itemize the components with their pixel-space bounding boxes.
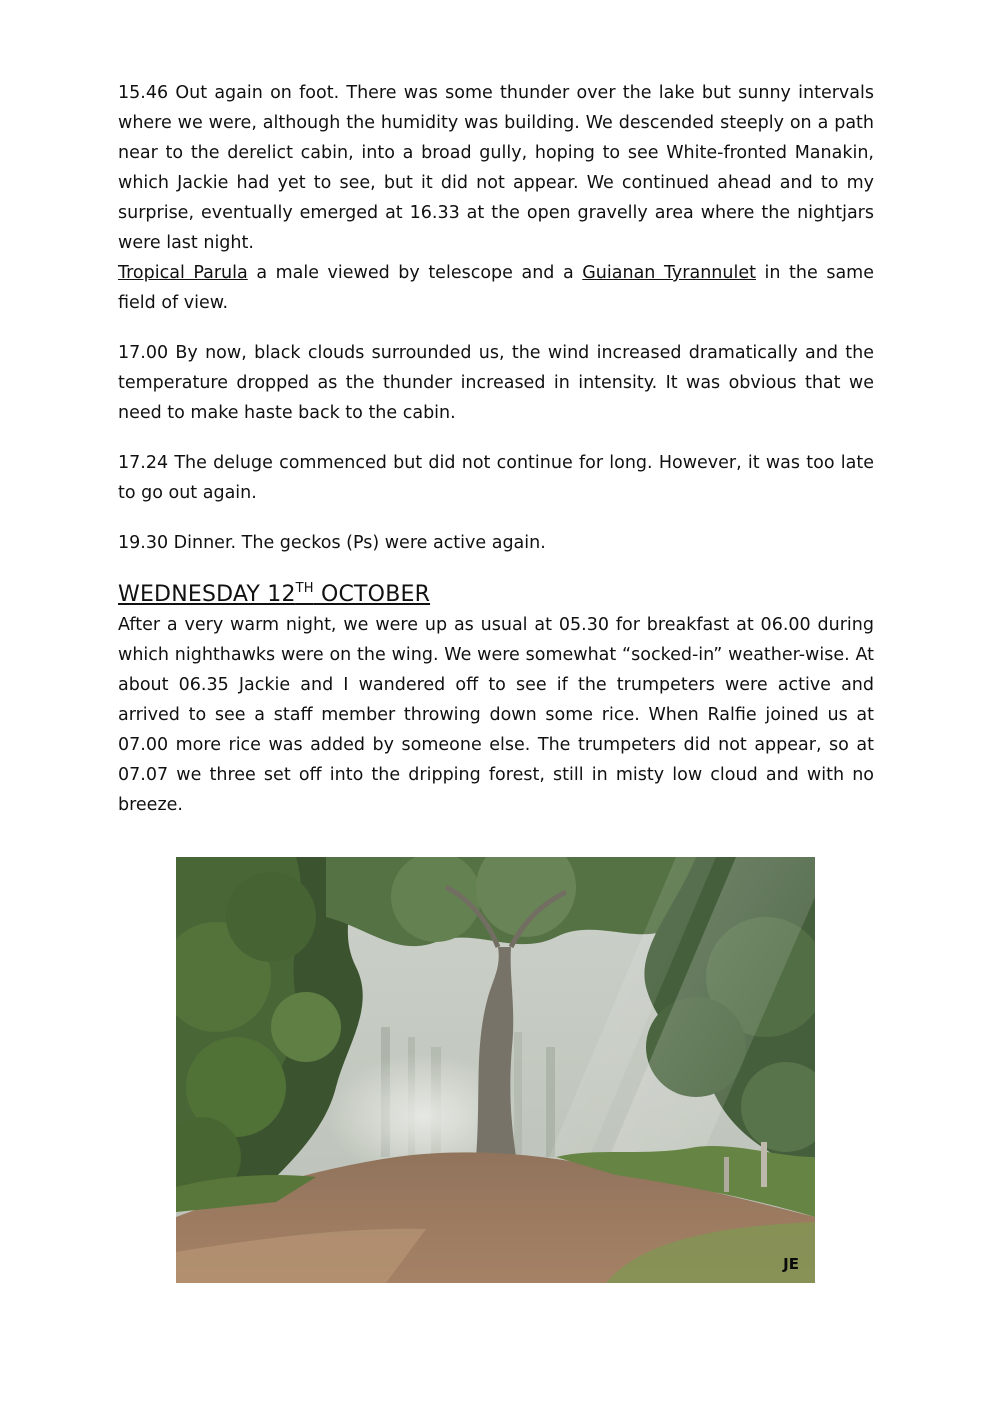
day-heading-superscript: TH	[295, 581, 314, 596]
species-guianan-tyrannulet: Guianan Tyrannulet	[582, 263, 756, 283]
day-heading-prefix: WEDNESDAY 12	[118, 582, 296, 607]
document-page	[118, 78, 874, 820]
entry-1546: 15.46 Out again on foot. There was some thunder over the lake but sunny intervals where we were, although the humidity was building. We descended steeply on a path near to the derelict cabin, into a broad gully, hoping to see White-fronted Manakin, which Jackie had yet to see, but it did not appear. We continued ahead and to my surprise, eventually emerged at 16.33 at the open gravelly area where the nightjars were last night.	[118, 83, 874, 253]
entry-morning: After a very warm night, we were up as usual at 05.30 for breakfast at 06.00 during which nighthawks were on the wing. We were somewhat “socked-in” weather-wise. At about 06.35 Jackie and I wandered off to see if the trumpeters were active and arrived to see a staff member throwing down some rice. When Ralfie joined us at 07.00 more rice was added by someone else. The trumpeters did not appear, so at 07.07 we three set off into the dripping forest, still in misty low cloud and with no breeze.	[118, 615, 874, 815]
photo-credit: JE	[783, 1255, 799, 1273]
day-heading-suffix: OCTOBER	[313, 582, 431, 607]
forest-path-photo	[176, 857, 815, 1283]
species-sightings	[118, 258, 874, 318]
day-heading	[118, 580, 874, 610]
sighting-text-2: in the same field of view.	[118, 263, 874, 313]
sighting-text-1: a male viewed by telescope and a	[247, 263, 583, 283]
forest-path-illustration	[176, 857, 815, 1283]
species-tropical-parula: Tropical Parula	[118, 263, 248, 283]
entry-1724: 17.24 The deluge commenced but did not continue for long. However, it was too late to go out again.	[118, 453, 874, 503]
entry-1930: 19.30 Dinner. The geckos (Ps) were active again.	[118, 533, 546, 553]
entry-1700: 17.00 By now, black clouds surrounded us, the wind increased dramatically and the temperature dropped as the thunder increased in intensity. It was obvious that we need to make haste back to the cabin.	[118, 343, 874, 423]
